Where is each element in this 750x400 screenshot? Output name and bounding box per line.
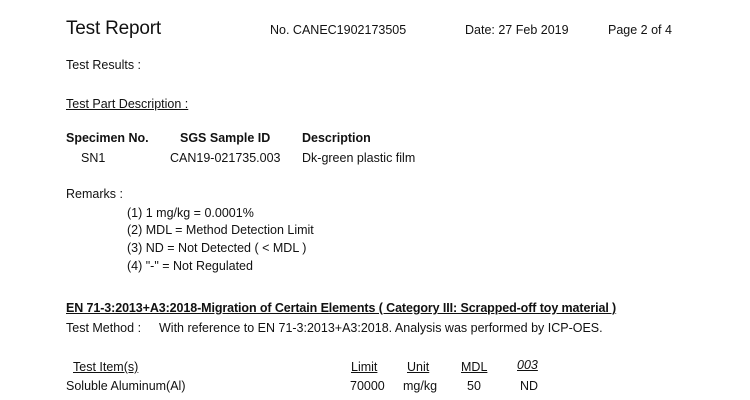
col-description: Description [302,131,371,145]
remark-item: (4) "-" = Not Regulated [127,259,253,273]
test-part-heading: Test Part Description : [66,97,189,111]
specimen-no-cell: SN1 [81,151,106,165]
test-method-text: With reference to EN 71-3:2013+A3:2018. Analysis was performed by ICP-OES. [159,321,603,335]
col-sgs-sample-id: SGS Sample ID [180,131,271,145]
col-sample-003: 003 [517,358,538,372]
remark-item: (2) MDL = Method Detection Limit [127,223,314,237]
section-title: EN 71-3:2013+A3:2018-Migration of Certain Elements ( Category III: Scrapped-off toy material ) [66,301,617,315]
result-limit: 70000 [350,379,385,393]
col-specimen-no: Specimen No. [66,131,149,145]
result-mdl: 50 [467,379,481,393]
remark-item: (1) 1 mg/kg = 0.0001% [127,206,254,220]
remark-item: (3) ND = Not Detected ( < MDL ) [127,241,307,255]
col-mdl: MDL [461,360,488,374]
col-unit: Unit [407,360,430,374]
test-results-label: Test Results : [66,58,142,72]
result-003: ND [520,379,539,393]
report-title: Test Report [66,18,161,39]
report-date: Date: 27 Feb 2019 [465,23,569,37]
report-number: No. CANEC1902173505 [270,23,407,37]
sample-id-cell: CAN19-021735.003 [170,151,281,165]
result-unit: mg/kg [403,379,438,393]
col-limit: Limit [351,360,378,374]
page-indicator: Page 2 of 4 [608,23,672,37]
col-test-items: Test Item(s) [73,360,139,374]
result-item-name: Soluble Aluminum(Al) [66,379,186,393]
description-cell: Dk-green plastic film [302,151,416,165]
remarks-heading: Remarks : [66,187,123,201]
test-method-label: Test Method : [66,321,142,335]
